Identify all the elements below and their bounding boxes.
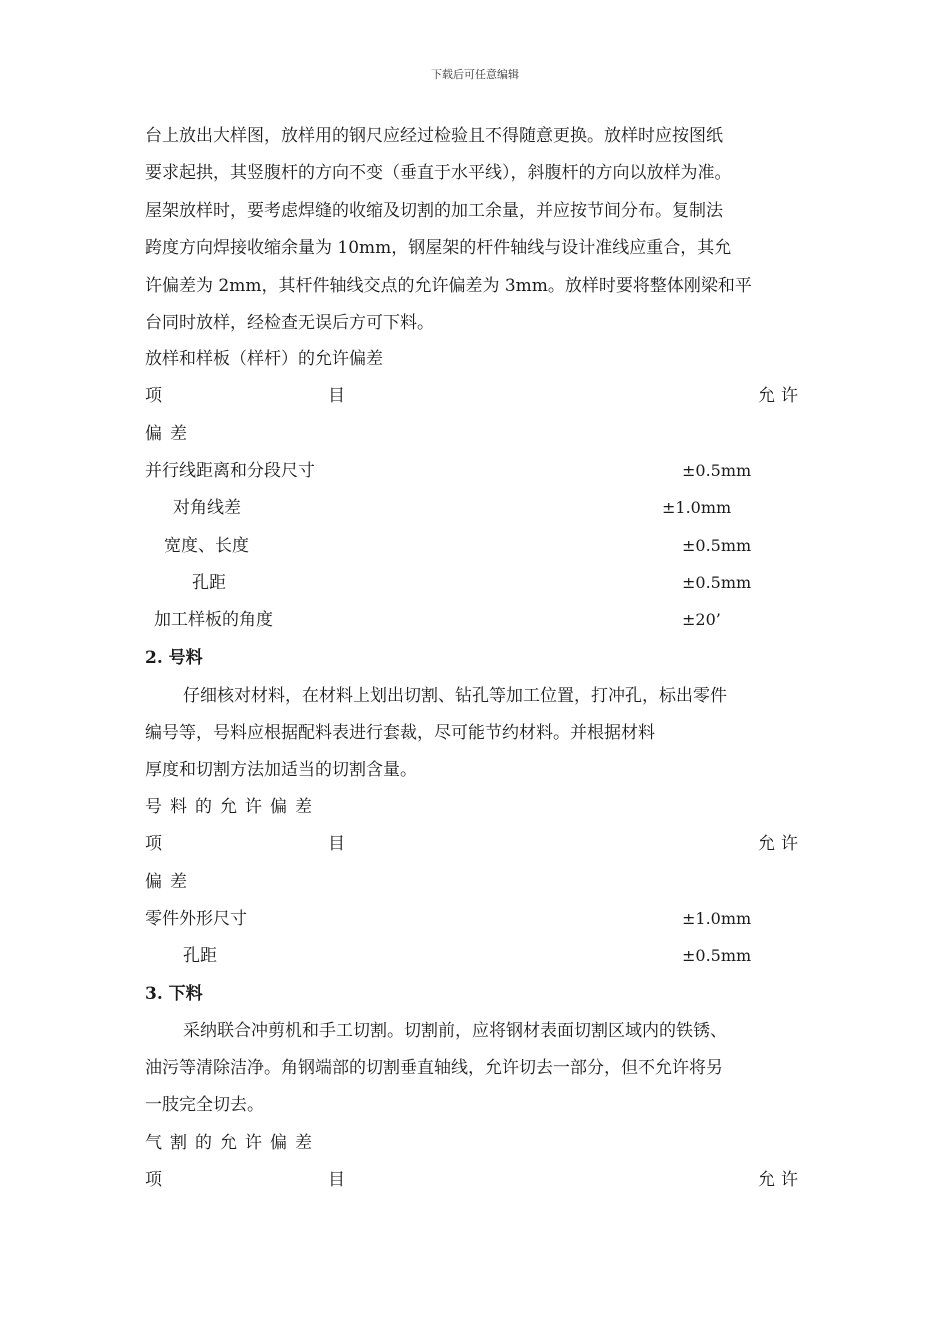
table-row-value: ±0.5mm (682, 946, 752, 965)
table-row-item: 孔距 (192, 573, 226, 593)
table-header-tolerance-2: 偏差 (145, 872, 195, 892)
table-header-item: 项 (145, 834, 162, 854)
table-header-item-2: 目 (328, 834, 345, 854)
table-title: 号料的允许偏差 (145, 797, 320, 817)
paragraph-line: 油污等清除洁净。角钢端部的切割垂直轴线，允许切去一部分，但不允许将另 (145, 1058, 723, 1078)
paragraph-line: 厚度和切割方法加适当的切割含量。 (145, 760, 417, 780)
page-header: 下载后可任意编辑 (431, 68, 519, 81)
paragraph-line: 屋架放样时，要考虑焊缝的收缩及切割的加工余量，并应按节间分布。复制法 (145, 201, 723, 221)
paragraph-line: 仔细核对材料，在材料上划出切割、钻孔等加工位置，打冲孔，标出零件 (183, 686, 727, 706)
table-header-tolerance: 允许 (758, 1170, 804, 1190)
section-heading: 2. 号料 (145, 648, 203, 668)
table-title: 放样和样板（样杆）的允许偏差 (145, 349, 383, 369)
table-row-item: 孔距 (183, 946, 217, 966)
paragraph-line: 采纳联合冲剪机和手工切割。切割前，应将钢材表面切割区域内的铁锈、 (183, 1021, 727, 1041)
paragraph-line: 跨度方向焊接收缩余量为 10mm，钢屋架的杆件轴线与设计准线应重合，其允 (145, 238, 732, 258)
paragraph-line: 台上放出大样图，放样用的钢尺应经过检验且不得随意更换。放样时应按图纸 (145, 126, 723, 146)
table-header-tolerance: 允许 (758, 834, 804, 854)
paragraph-line: 编号等，号料应根据配料表进行套裁，尽可能节约材料。并根据材料 (145, 723, 655, 743)
table-header-item-2: 目 (328, 386, 345, 406)
table-row-item: 并行线距离和分段尺寸 (145, 461, 315, 481)
table-row-item: 对角线差 (173, 498, 241, 518)
table-header-item: 项 (145, 1170, 162, 1190)
table-title: 气割的允许偏差 (145, 1133, 320, 1153)
table-header-tolerance-2: 偏差 (145, 424, 195, 444)
table-row-value: ±20’ (682, 610, 721, 629)
table-header-item-2: 目 (328, 1170, 345, 1190)
section-heading: 3. 下料 (145, 984, 203, 1004)
table-row-value: ±0.5mm (682, 573, 752, 592)
table-row-value: ±0.5mm (682, 461, 752, 480)
table-row-value: ±1.0mm (662, 498, 732, 517)
table-row-item: 加工样板的角度 (154, 610, 273, 630)
paragraph-line: 一肢完全切去。 (145, 1095, 264, 1115)
table-header-item: 项 (145, 386, 162, 406)
table-row-value: ±1.0mm (682, 909, 752, 928)
table-row-item: 零件外形尺寸 (145, 909, 247, 929)
table-row-item: 宽度、长度 (164, 536, 249, 556)
table-header-tolerance: 允许 (758, 386, 804, 406)
table-row-value: ±0.5mm (682, 536, 752, 555)
paragraph-line: 许偏差为 2mm，其杆件轴线交点的允许偏差为 3mm。放样时要将整体刚梁和平 (145, 276, 752, 296)
paragraph-line: 要求起拱，其竖腹杆的方向不变（垂直于水平线），斜腹杆的方向以放样为准。 (145, 163, 732, 183)
paragraph-line: 台同时放样，经检查无误后方可下料。 (145, 313, 434, 333)
